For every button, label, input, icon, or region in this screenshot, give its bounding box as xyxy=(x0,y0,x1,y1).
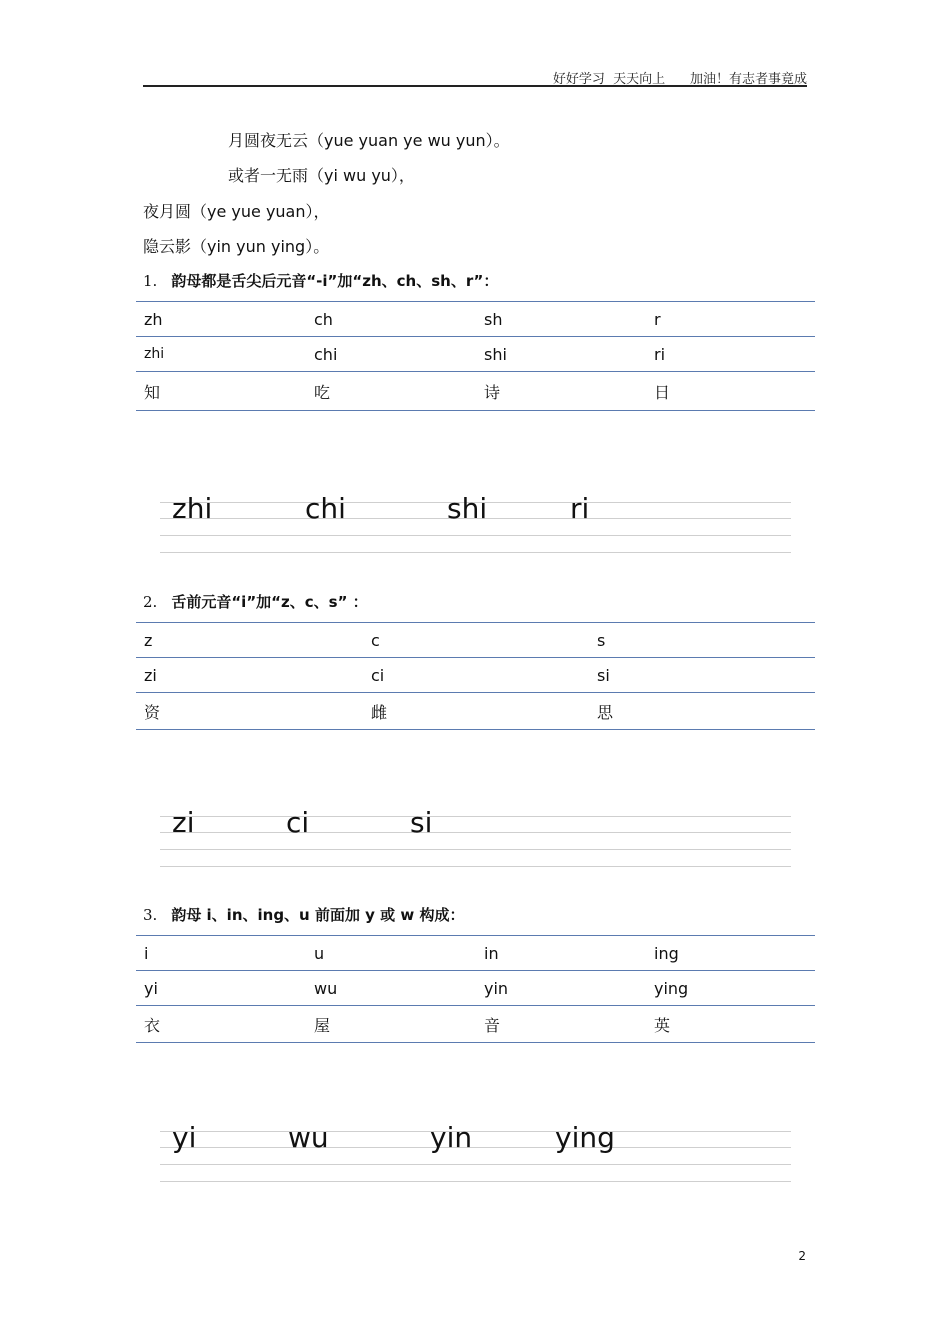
section-1-number: 1. xyxy=(143,272,158,290)
writing-rule xyxy=(160,832,791,833)
table-cell: 日 xyxy=(646,372,815,411)
practice-word: ri xyxy=(570,492,590,525)
writing-rule xyxy=(160,849,791,850)
header-motto-left: 好好学习 天天向上 xyxy=(552,72,666,87)
page-number: 2 xyxy=(798,1249,806,1263)
practice-word: wu xyxy=(288,1121,329,1154)
section-2-practice-lines xyxy=(160,806,791,869)
writing-rule xyxy=(160,1164,791,1165)
practice-word: chi xyxy=(305,492,346,525)
table-row xyxy=(136,623,815,658)
table-cell: ch xyxy=(306,302,476,337)
practice-word: zhi xyxy=(172,492,213,525)
practice-word: ci xyxy=(286,806,310,839)
table-row xyxy=(136,302,815,337)
table-cell: shi xyxy=(476,337,646,372)
section-3-heading xyxy=(143,904,464,925)
writing-rule xyxy=(160,866,791,867)
practice-word: ying xyxy=(555,1121,615,1154)
table-cell: 诗 xyxy=(476,372,646,411)
table-row xyxy=(136,337,815,372)
table-cell: ing xyxy=(646,936,815,971)
table-cell: 英 xyxy=(646,1006,815,1043)
section-2-table xyxy=(136,622,815,730)
table-cell: z xyxy=(136,623,363,658)
table-cell: si xyxy=(589,658,815,693)
section-3-practice-lines xyxy=(160,1121,791,1184)
table-cell: yin xyxy=(476,971,646,1006)
writing-rule xyxy=(160,552,791,553)
table-cell: 雌 xyxy=(363,693,589,730)
practice-word: shi xyxy=(447,492,488,525)
table-row xyxy=(136,693,815,730)
table-row xyxy=(136,658,815,693)
writing-rule xyxy=(160,816,791,817)
header-rule xyxy=(143,85,807,87)
writing-rule xyxy=(160,1181,791,1182)
table-cell: u xyxy=(306,936,476,971)
section-1-heading xyxy=(143,270,498,291)
writing-rule xyxy=(160,1147,791,1148)
table-cell: sh xyxy=(476,302,646,337)
table-cell: i xyxy=(136,936,306,971)
table-cell: wu xyxy=(306,971,476,1006)
section-2-heading xyxy=(143,591,368,612)
poem-line-4: 隐云影（yin yun ying）。 xyxy=(143,237,330,256)
table-cell: zi xyxy=(136,658,363,693)
practice-word: yi xyxy=(172,1121,197,1154)
table-cell: c xyxy=(363,623,589,658)
section-3-number: 3. xyxy=(143,906,158,924)
table-row xyxy=(136,936,815,971)
section-1-title: 韵母都是舌尖后元音“-i”加“zh、ch、sh、r”： xyxy=(171,272,499,290)
table-cell: in xyxy=(476,936,646,971)
poem-line-2: 或者一无雨（yi wu yu）， xyxy=(228,166,415,185)
table-cell: 知 xyxy=(136,372,306,411)
practice-word: yin xyxy=(430,1121,473,1154)
table-row xyxy=(136,372,815,411)
table-cell: 屋 xyxy=(306,1006,476,1043)
table-cell: 衣 xyxy=(136,1006,306,1043)
table-cell: 吃 xyxy=(306,372,476,411)
writing-rule xyxy=(160,535,791,536)
table-cell: r xyxy=(646,302,815,337)
practice-word: si xyxy=(410,806,433,839)
table-cell: ci xyxy=(363,658,589,693)
table-cell: s xyxy=(589,623,815,658)
practice-word: zi xyxy=(172,806,195,839)
writing-rule xyxy=(160,1131,791,1132)
table-cell: chi xyxy=(306,337,476,372)
table-cell: yi xyxy=(136,971,306,1006)
table-row xyxy=(136,971,815,1006)
table-cell: ri xyxy=(646,337,815,372)
table-cell: 资 xyxy=(136,693,363,730)
table-cell: 思 xyxy=(589,693,815,730)
table-cell: zhi xyxy=(136,337,306,372)
section-2-title: 舌前元音“i”加“z、c、s” ： xyxy=(171,593,368,611)
section-1-practice-lines xyxy=(160,492,791,555)
table-row xyxy=(136,1006,815,1043)
table-cell: 音 xyxy=(476,1006,646,1043)
poem-line-3: 夜月圆（ye yue yuan）， xyxy=(143,202,330,221)
section-3-table xyxy=(136,935,815,1043)
header-motto-right: 加油！有志者事竟成 xyxy=(689,72,807,87)
section-2-number: 2. xyxy=(143,593,158,611)
table-cell: zh xyxy=(136,302,306,337)
table-cell: ying xyxy=(646,971,815,1006)
section-3-title: 韵母 i、in、ing、u 前面加 y 或 w 构成： xyxy=(171,906,465,924)
poem-line-1: 月圆夜无云（yue yuan ye wu yun）。 xyxy=(228,131,510,150)
section-1-table xyxy=(136,301,815,411)
